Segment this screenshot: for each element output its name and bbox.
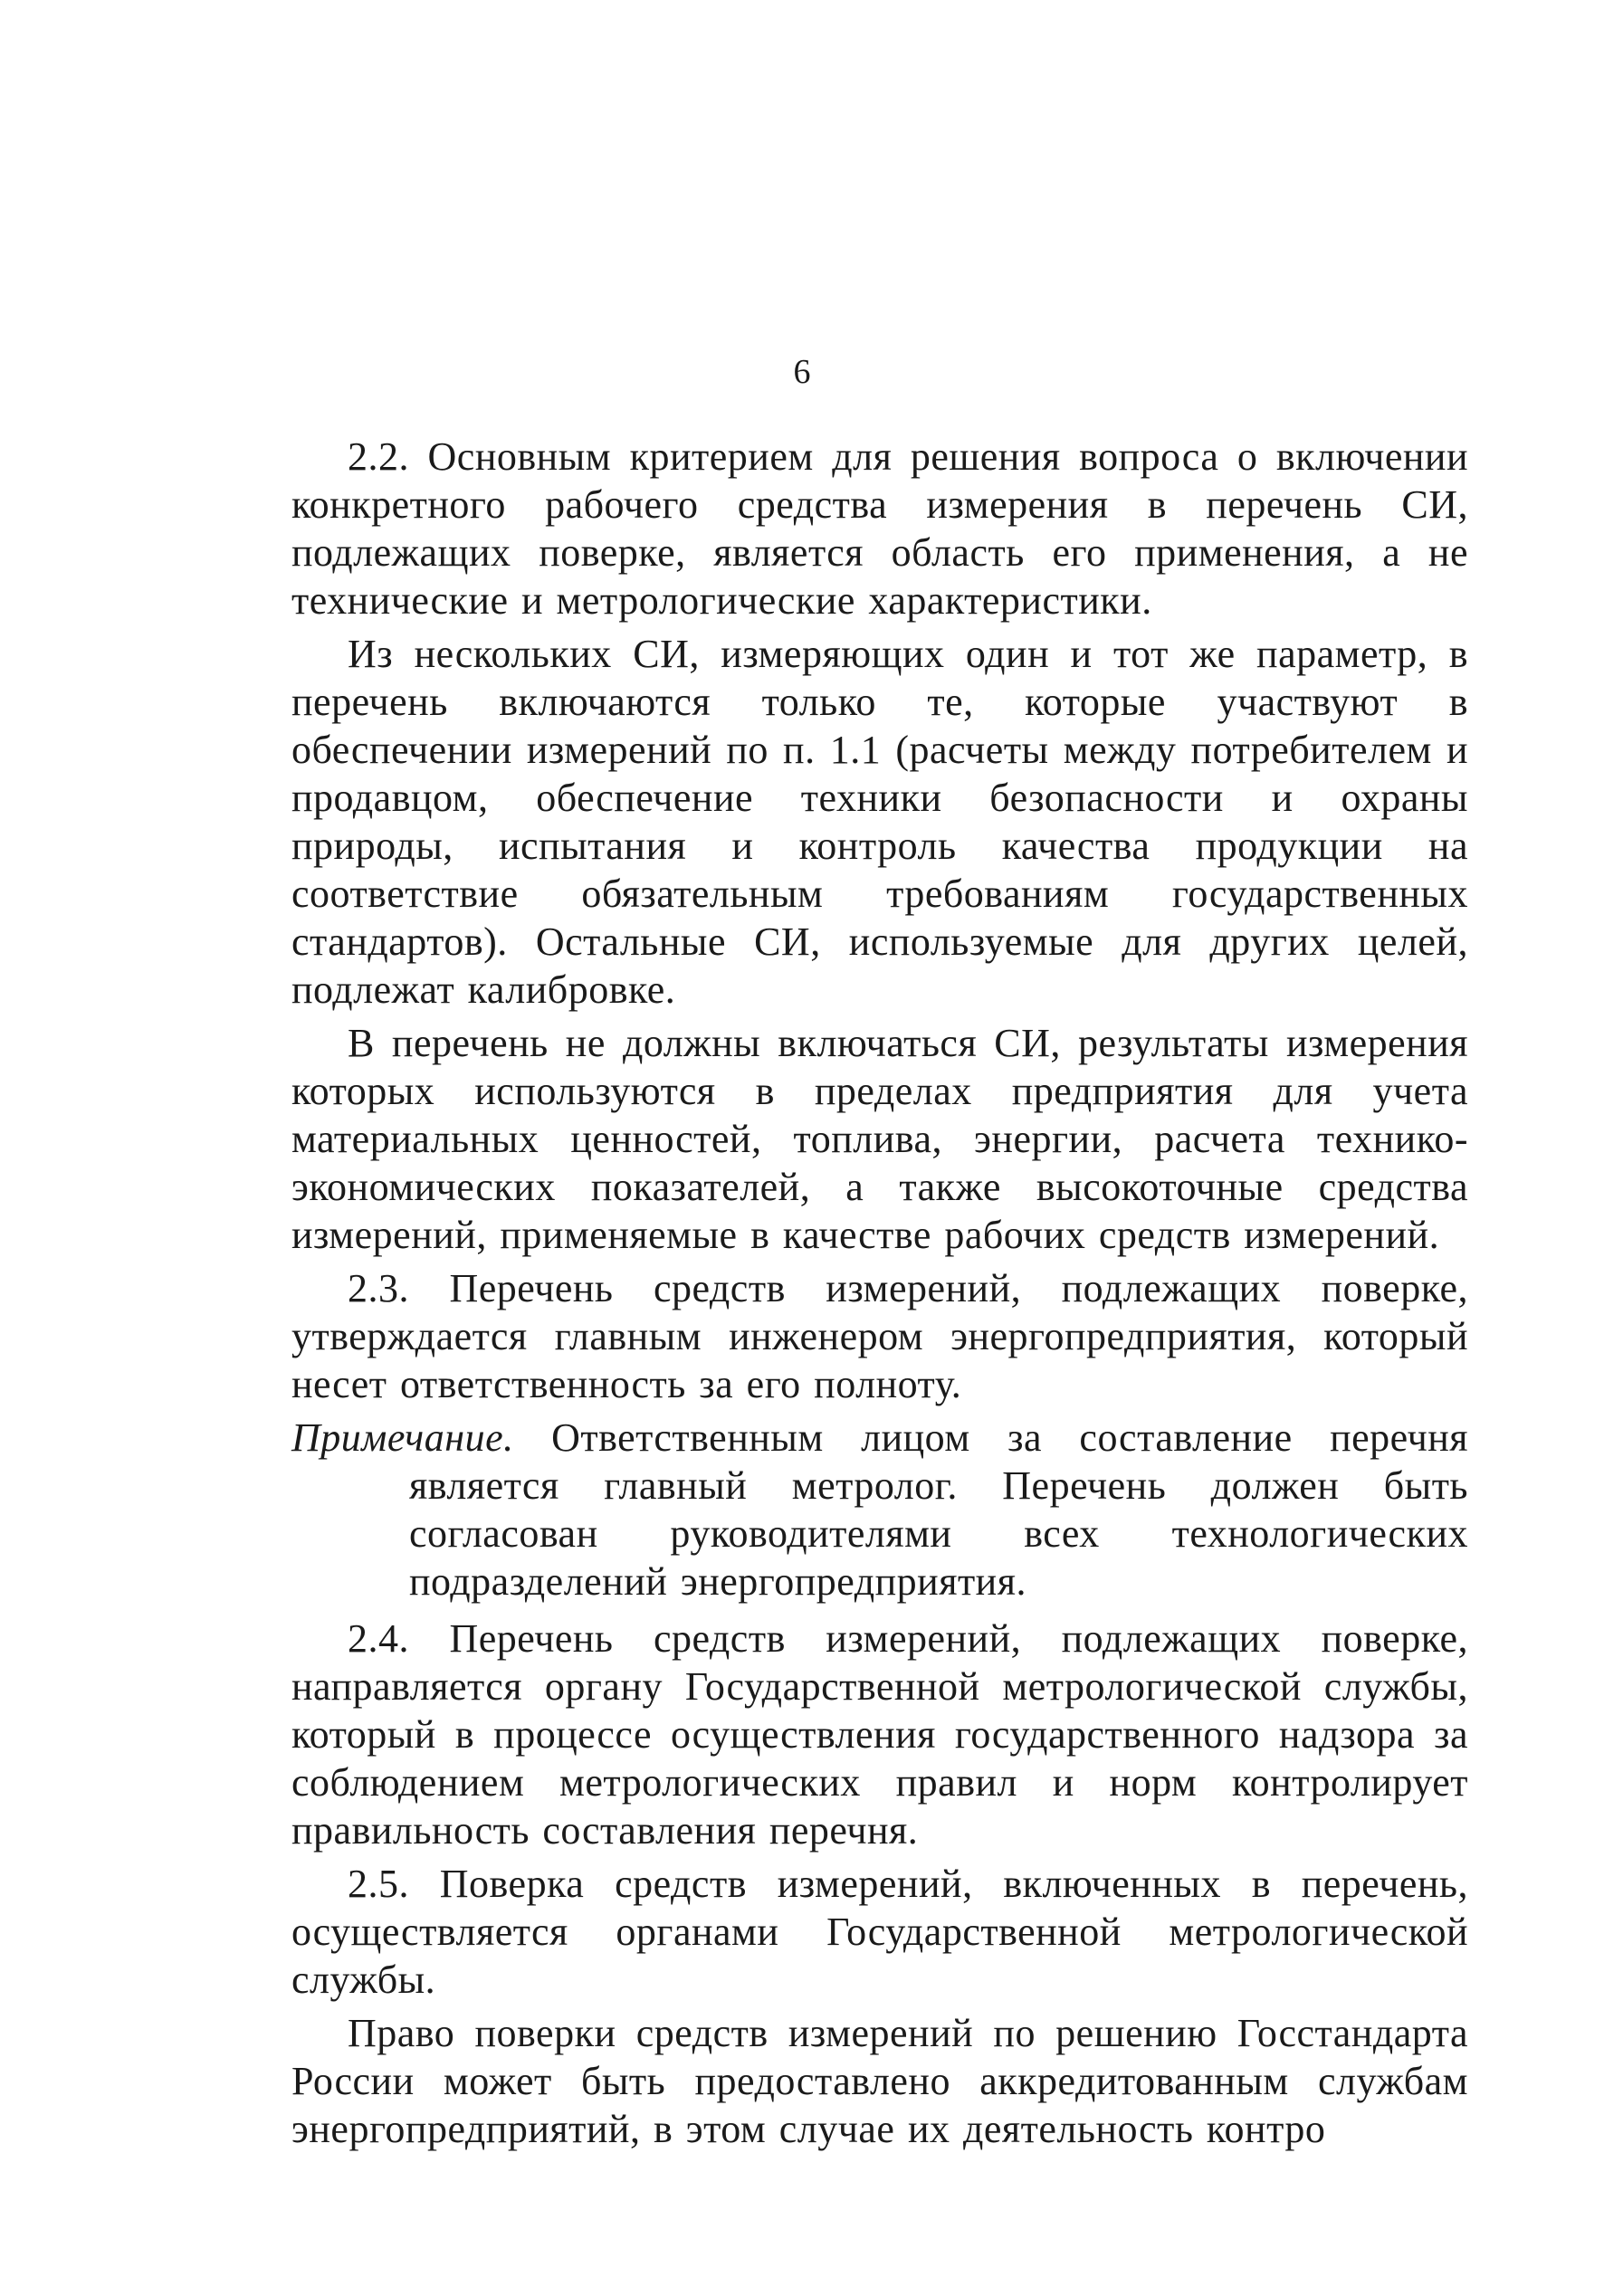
- paragraph-2-4: 2.4. Перечень средств измерений, подлежащих поверке, направляется органу Государственной метрологической службы, который в процессе осуществления государственного надзора за соблюдением метрологических правил и норм контролирует правильность составления перечня.: [291, 1616, 1468, 1853]
- paragraph-2-2: 2.2. Основным критерием для решения вопроса о включении конкретного рабочего средства измерения в перечень СИ, подлежащих поверке, является область его применения, а не технические и метрологические характеристики.: [291, 434, 1468, 623]
- paragraph-2-5: 2.5. Поверка средств измерений, включенных в перечень, осуществляется органами Государственной метрологической службы.: [291, 1862, 1468, 2002]
- paragraph-2-2-measuring: Из нескольких СИ, измеряющих один и тот же параметр, в перечень включаются только те, которые участвуют в обеспечении измерений по п. 1.1 (расчеты между потребителем и продавцом, обеспечение техники безопасности и охраны природы, испытания и контроль качества продукции на соответствие обязательным требованиям государственных стандартов). Остальные СИ, используемые для других целей, подлежат калибровке.: [291, 632, 1468, 1012]
- paragraph-2-3: 2.3. Перечень средств измерений, подлежащих поверке, утверждается главным инженером энергопредприятия, который несет ответственность за его полноту.: [291, 1266, 1468, 1406]
- paragraph-2-2-exclusions: В перечень не должны включаться СИ, результаты измерения которых используются в пределах предприятия для учета материальных ценностей, топлива, энергии, расчета технико-экономических показателей, а также высокоточные средства измерений, применяемые в качестве рабочих средств измерений.: [291, 1021, 1468, 1257]
- note-text: Ответственным лицом за составление перечня является главный метролог. Перечень должен быть согласован руководителями всех технологических подразделений энергопредприятия.: [409, 1415, 1469, 1604]
- note-label: Примечание.: [291, 1415, 514, 1460]
- page-number: 6: [793, 353, 811, 391]
- document-body: [291, 433, 1468, 2158]
- note: [291, 1414, 1468, 1605]
- paragraph-2-5-right: Право поверки средств измерений по решению Госстандарта России может быть предоставлено аккредитованным службам энергопредприятий, в этом случае их деятельность контро: [291, 2011, 1468, 2151]
